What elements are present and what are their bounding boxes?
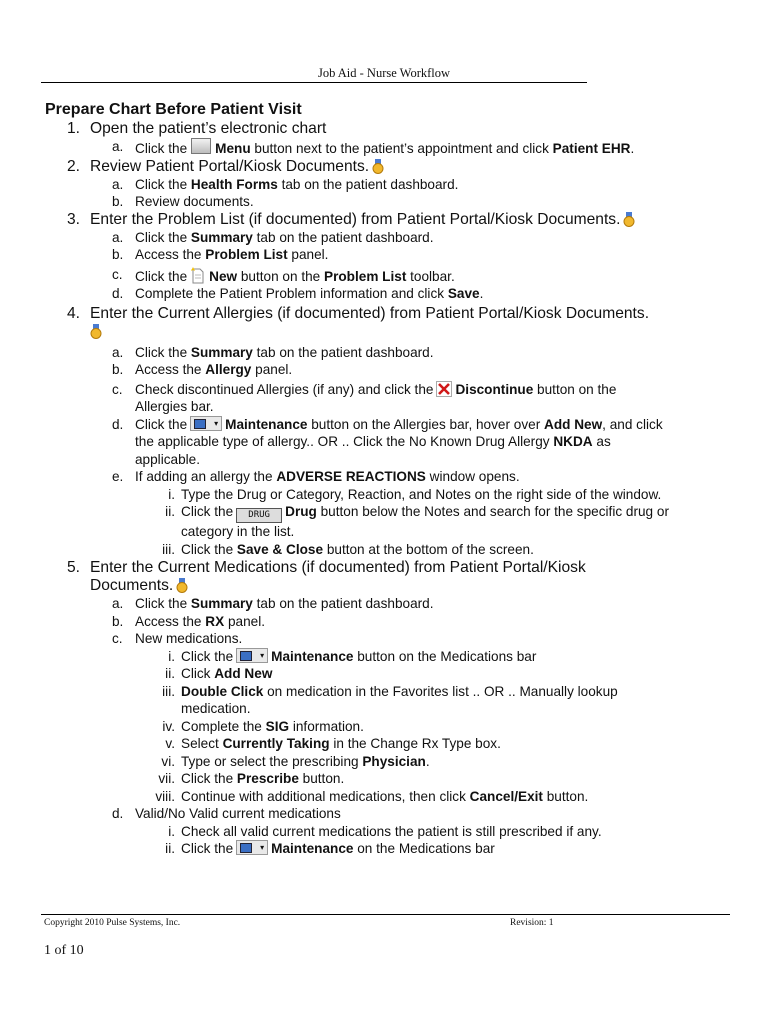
discontinue-x-icon [436, 381, 452, 397]
substep-3b [45, 246, 745, 264]
bold-term: Problem List [205, 247, 288, 262]
step-text: Documents. [90, 577, 174, 594]
text: tab on the patient dashboard. [256, 596, 434, 611]
substep-5b [45, 613, 745, 631]
page-header-title: Job Aid - Nurse Workflow [317, 66, 451, 80]
text: Click the [135, 141, 188, 156]
substep-4d [45, 416, 745, 469]
substep-5c [45, 630, 745, 648]
text: Click the [181, 648, 234, 664]
text: button on the Allergies bar, hover over [311, 416, 541, 432]
substep-number: i. [168, 648, 175, 664]
substep-number: ii. [165, 504, 175, 519]
maintenance-dropdown-icon: ▾ [190, 416, 222, 431]
substep-number: ii. [165, 666, 175, 681]
step-1 [45, 120, 745, 138]
substep-5c-iv [45, 718, 745, 736]
text: button on the [240, 268, 321, 284]
text: in the Change Rx Type box. [333, 736, 501, 751]
substep-4c [45, 381, 745, 416]
text: Access the [135, 613, 202, 629]
substep-number: b. [112, 194, 124, 209]
text: Type or select the prescribing [181, 753, 359, 769]
bold-term: Add New [214, 666, 273, 681]
text: Select [181, 736, 219, 751]
text: Click the [135, 176, 188, 192]
header-divider [41, 82, 587, 83]
step-2 [45, 158, 745, 176]
text: , and click [602, 416, 663, 432]
text: tab on the patient dashboard. [281, 176, 459, 192]
substep-2b [45, 193, 745, 211]
text: on the Medications bar [357, 841, 495, 856]
bold-term: Maintenance [271, 648, 354, 664]
text: Access the [135, 247, 202, 262]
substep-number: b. [112, 613, 124, 629]
text: the applicable type of allergy.. OR .. Click the No Known Drug Allergy [135, 434, 550, 449]
text: Check discontinued Allergies (if any) and click the [135, 381, 434, 397]
text: Click the [135, 416, 188, 432]
text: If adding an allergy the [135, 469, 273, 484]
bold-term: Maintenance [225, 416, 308, 432]
bold-term: Save [447, 286, 480, 301]
bold-term: Summary [190, 596, 253, 611]
substep-number: vii. [158, 771, 175, 786]
bold-term: Maintenance [271, 841, 354, 856]
substep-number: a. [112, 229, 124, 245]
substep-2a [45, 176, 745, 194]
substep-number: a. [112, 139, 124, 154]
text: Complete the Patient Problem information and click [135, 286, 445, 301]
substep-number: v. [165, 736, 175, 751]
bold-term: ADVERSE REACTIONS [276, 469, 426, 484]
substep-number: iv. [162, 718, 175, 734]
bold-term: Cancel/Exit [469, 788, 543, 804]
substep-number: a. [112, 344, 124, 360]
page-number: 1 of 10 [44, 943, 84, 958]
bold-term: Discontinue [455, 381, 534, 397]
step-4-medal-line [45, 323, 745, 344]
text: tab on the patient dashboard. [256, 229, 434, 245]
text: Type the Drug or Category, Reaction, and Notes on the right side of the window. [181, 486, 662, 502]
text: information. [292, 718, 364, 734]
text: Complete the [181, 718, 262, 734]
bold-term: Add New [544, 416, 603, 432]
substep-number: d. [112, 286, 124, 301]
text: Click the [135, 344, 188, 360]
text: as [596, 434, 611, 449]
substep-3a [45, 229, 745, 247]
text: button at the bottom of the screen. [326, 541, 534, 557]
text: Click the [135, 229, 188, 245]
text: category in the list. [181, 524, 295, 539]
revision-text: Revision: 1 [510, 918, 554, 928]
text: medication. [181, 701, 251, 716]
bold-term: NKDA [553, 434, 593, 449]
substep-5c-v [45, 735, 745, 753]
text: panel. [291, 247, 329, 262]
substep-5c-ii [45, 665, 745, 683]
substep-4e-i [45, 486, 745, 504]
bold-term: Double Click [181, 683, 264, 699]
medal-icon [372, 159, 384, 174]
step-5 [45, 559, 745, 595]
text: toolbar. [410, 268, 455, 284]
substep-4e-ii [45, 503, 745, 541]
bold-term: Currently Taking [222, 736, 330, 751]
text: Check all valid current medications the patient is still prescribed if any. [181, 823, 602, 839]
bold-term: SIG [265, 718, 290, 734]
substep-5c-viii [45, 788, 745, 806]
text: panel. [255, 362, 293, 377]
medal-icon [176, 578, 188, 593]
step-text: Enter the Current Allergies (if documented) from Patient Portal/Kiosk Documents. [90, 304, 650, 322]
text: Click the [181, 771, 234, 786]
substep-number: c. [112, 266, 123, 282]
text: Click the [181, 504, 234, 519]
text: on medication in the Favorites list .. OR .. Manually lookup [267, 683, 618, 699]
bold-term: Prescribe [236, 771, 299, 786]
substep-5c-vi [45, 753, 745, 771]
substep-number: d. [112, 416, 124, 432]
text: button below the Notes and search for the specific drug or [320, 504, 669, 519]
bold-term: Allergy [205, 362, 252, 377]
step-text: Enter the Current Medications (if documented) from Patient Portal/Kiosk [90, 559, 586, 576]
bold-term: RX [205, 613, 225, 629]
substep-number: i. [168, 486, 175, 502]
substep-number: e. [112, 469, 124, 484]
bold-term: New [209, 268, 238, 284]
medal-icon [623, 212, 635, 227]
bold-term: Summary [190, 344, 253, 360]
text: Valid/No Valid current medications [135, 806, 341, 821]
substep-number: i. [168, 823, 175, 839]
substep-number: c. [112, 381, 123, 397]
step-number: 3. [67, 210, 81, 228]
text: button. [546, 788, 589, 804]
text: button next to the patient’s appointment and click [254, 141, 549, 156]
step-number: 1. [67, 120, 81, 137]
substep-5c-i [45, 648, 745, 666]
drug-button-icon: DRUG [236, 508, 282, 523]
substep-1a [45, 138, 745, 158]
text: Click the [181, 541, 234, 557]
substep-number: iii. [162, 683, 175, 699]
section-heading: Prepare Chart Before Patient Visit [45, 101, 302, 118]
substep-number: viii. [155, 788, 175, 804]
step-number: 5. [67, 559, 81, 576]
substep-3c [45, 266, 745, 286]
copyright-text: Copyright 2010 Pulse Systems, Inc. [44, 918, 181, 928]
substep-number: b. [112, 362, 124, 377]
text: . [479, 286, 484, 301]
step-number: 2. [67, 157, 81, 175]
substep-number: ii. [165, 841, 175, 856]
medal-icon [90, 324, 102, 339]
substep-5c-iii [45, 683, 745, 718]
text: Review documents. [135, 194, 254, 209]
bold-term: Health Forms [190, 176, 278, 192]
text: window opens. [429, 469, 520, 484]
text: New medications. [135, 631, 243, 646]
substep-number: c. [112, 631, 123, 646]
step-number: 4. [67, 304, 81, 322]
substep-4b [45, 361, 745, 379]
bold-term: Menu [215, 141, 251, 156]
text: . [425, 753, 430, 769]
substep-5d-i [45, 823, 745, 841]
footer-divider [41, 914, 730, 915]
substep-number: a. [112, 596, 124, 611]
substep-number: a. [112, 176, 124, 192]
text: Click [181, 666, 211, 681]
new-item-icon [190, 266, 206, 284]
bold-term: Physician [362, 753, 426, 769]
substep-5a [45, 595, 745, 613]
bold-term: Drug [285, 504, 317, 519]
step-4 [45, 305, 745, 323]
substep-5d-ii [45, 840, 745, 858]
text: Access the [135, 362, 202, 377]
document-body [45, 100, 745, 858]
substep-4e-iii [45, 541, 745, 559]
maintenance-dropdown-icon: ▾ [236, 648, 268, 663]
substep-number: vi. [161, 753, 175, 769]
bold-term: Patient EHR [552, 141, 631, 156]
substep-number: d. [112, 806, 124, 821]
text: panel. [227, 613, 265, 629]
substep-4e [45, 468, 745, 486]
text: button on the [537, 381, 617, 397]
text: Continue with additional medications, then click [181, 788, 466, 804]
text: tab on the patient dashboard. [256, 344, 434, 360]
substep-3d [45, 285, 745, 303]
maintenance-dropdown-icon: ▾ [236, 840, 268, 855]
text: Click the [181, 841, 234, 856]
substep-number: iii. [162, 541, 175, 557]
step-text: Review Patient Portal/Kiosk Documents. [90, 157, 370, 175]
text: . [630, 141, 635, 156]
menu-button-icon [191, 138, 211, 154]
bold-term: Summary [190, 229, 253, 245]
bold-term: Save & Close [236, 541, 324, 557]
text: Click the [135, 596, 188, 611]
text: button. [302, 771, 345, 786]
text: button on the Medications bar [357, 648, 537, 664]
step-3 [45, 211, 745, 229]
text: Click the [135, 268, 188, 284]
bold-term: Problem List [324, 268, 407, 284]
step-text: Enter the Problem List (if documented) from Patient Portal/Kiosk Documents. [90, 210, 621, 228]
step-text: Open the patient’s electronic chart [90, 120, 327, 137]
substep-4a [45, 344, 745, 362]
substep-5c-vii [45, 770, 745, 788]
text: Allergies bar. [135, 399, 214, 414]
substep-number: b. [112, 247, 124, 262]
substep-5d [45, 805, 745, 823]
text: applicable. [135, 451, 200, 467]
